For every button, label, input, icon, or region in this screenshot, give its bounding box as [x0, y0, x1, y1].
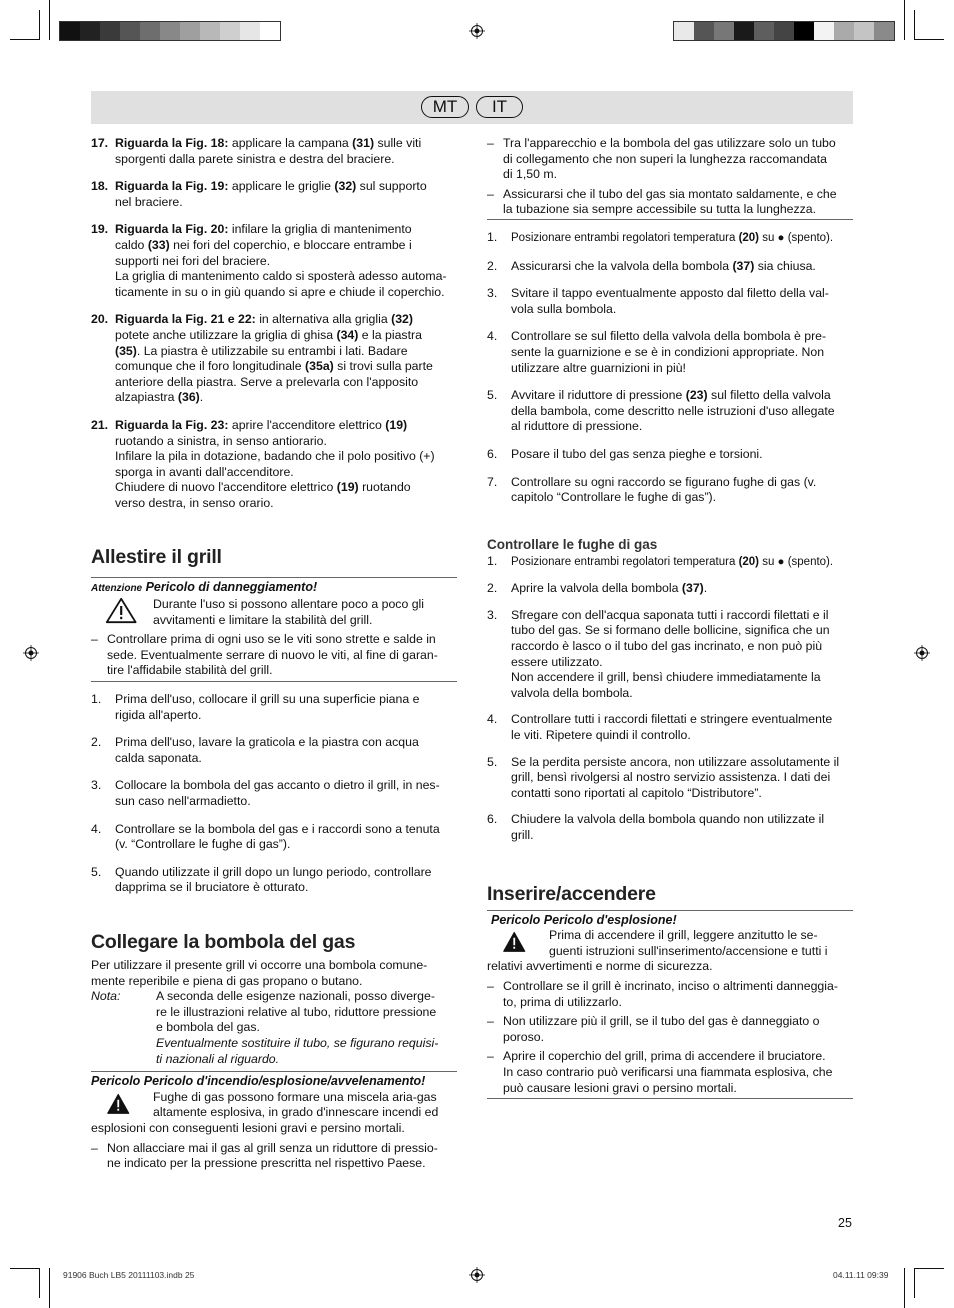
warning-instructions: [487, 979, 853, 1096]
color-bar-left: [59, 21, 281, 41]
color-swatch: [874, 22, 894, 40]
page-number: 25: [838, 1216, 852, 1230]
crop-mark: [39, 1268, 40, 1298]
section-title-setup: Allestire il grill: [91, 546, 222, 569]
crop-mark: [914, 39, 944, 40]
section-title-ignite: Inserire/accendere: [487, 882, 656, 905]
step-item: 6. Posare il tubo del gas senza pieghe e torsioni.: [487, 446, 763, 461]
step-item: 3. Collocare la bombola del gas accanto o dietro il grill, in nes- sun caso nell'armadietto.: [91, 778, 440, 808]
registration-mark-icon: [469, 23, 485, 39]
crop-mark: [49, 1268, 50, 1308]
warning-text: Durante l'uso si possono allentare poco a poco gli avvitamenti e limitare la stabilità del grill.: [153, 597, 424, 627]
warning-filled-icon: [503, 930, 533, 956]
color-swatch: [80, 22, 100, 40]
crop-mark: [914, 10, 915, 40]
color-swatch: [674, 22, 694, 40]
warning-instruction: – Controllare prima di ogni uso se le viti sono strette e salde in sede. Eventualmente serrare di nuovo le viti, al fine di garan- tire l'affidabile stabilità del grill.: [91, 632, 438, 678]
step-item: 2. Prima dell'uso, lavare la graticola e la piastra con acqua calda saponata.: [91, 735, 419, 765]
left-column: [91, 136, 457, 1174]
crop-mark: [39, 10, 40, 40]
note: Nota: A seconda delle esigenze nazionali, posso diverge- re le illustrazioni relative al tubo, riduttore pressione e bombola del gas. Eventualmente sostituire il tubo, se figurano requisi- ti nazionali al riguardo.: [91, 989, 439, 1066]
color-swatch: [200, 22, 220, 40]
crop-mark: [914, 1268, 915, 1298]
color-swatch: [180, 22, 200, 40]
color-swatch: [694, 22, 714, 40]
step-item: 1. Prima dell'uso, collocare il grill su una superficie piana e rigida all'aperto.: [91, 692, 420, 722]
warning-box-gas: [91, 1071, 457, 1174]
color-swatch: [734, 22, 754, 40]
crop-mark: [904, 0, 905, 40]
step-item: 4. Controllare se la bombola del gas e i raccordi sono a tenuta (v. “Controllare le fughe di gas”).: [91, 821, 440, 852]
dash-item: – Controllare se il grill è incrinato, inciso o altrimenti danneggia- to, prima di utilizzarlo.: [487, 978, 838, 1009]
warning-filled-icon: [107, 1092, 137, 1118]
language-header-band: [91, 91, 853, 124]
step-item: 7. Controllare su ogni raccordo se figurano fughe di gas (v. capitolo “Controllare le fughe di gas”).: [487, 474, 817, 505]
color-swatch: [774, 22, 794, 40]
section-title-leak: Controllare le fughe di gas: [487, 536, 658, 552]
color-swatch: [240, 22, 260, 40]
footer-file-info: 91906 Buch LB5 20111103.indb 25: [63, 1270, 195, 1280]
crop-mark: [10, 1268, 40, 1269]
step-item: 20. Riguarda la Fig. 21 e 22: in alternativa alla griglia (32) potete anche utilizzare la griglia di ghisa (34) e la piastra (35). La piastra è utilizzabile su entrambi i lati. Badare comunque che il foro longitudinale (35a) si trovi sulla parte anteriore della piastra. Serve a prelevarla con l'apposito alzapiastra (36).: [91, 312, 433, 405]
step-item: 4. Controllare se sul filetto della valvola della bombola è pre- sente la guarnizione e se è in condizioni appropriate. Non utilizzare altre guarnizioni in più!: [487, 329, 827, 375]
warning-outline-icon: [105, 597, 141, 624]
step-item: 21. Riguarda la Fig. 23: aprire l'accenditore elettrico (19) ruotando a sinistra, in senso antiorario. Infilare la pila in dotazione, badando che il polo positivo (+) sporga in avanti dall'accenditore. Chiudere di nuovo l'accenditore elettrico (19) ruotando verso destra, in senso orario.: [91, 417, 435, 510]
warning-text-full: relativi avvertimenti e norme di sicurezza.: [487, 959, 713, 974]
color-swatch: [140, 22, 160, 40]
section-title-gas: Collegare la bombola del gas: [91, 930, 356, 953]
color-swatch: [754, 22, 774, 40]
step-item: 19. Riguarda la Fig. 20: infilare la griglia di mantenimento caldo (33) nei fori del coperchio, e bloccare entrambe i supporti nei fori del braciere. La griglia di mantenimento caldo si sposterà adesso automa- ticamente in su o in giù quando si apre e chiude il coperchio.: [91, 222, 447, 299]
crop-mark: [49, 0, 50, 40]
warning-text: Fughe di gas possono formare una miscela aria-gas altamente esplosiva, in grado d'innescare incendi ed: [153, 1089, 439, 1120]
step-item: 2. Assicurarsi che la valvola della bombola (37) sia chiusa.: [487, 258, 816, 273]
color-swatch: [260, 22, 280, 40]
registration-mark-icon: [469, 1267, 485, 1283]
crop-mark: [904, 1268, 905, 1308]
step-item: 5. Avvitare il riduttore di pressione (23) sul filetto della valvola della bambola, come descritto nelle istruzioni d'uso allegate al riduttore di pressione.: [487, 388, 835, 434]
warning-label: Attenzione Pericolo di danneggiamento!: [91, 580, 318, 595]
color-swatch: [160, 22, 180, 40]
step-item: 3. Sfregare con dell'acqua saponata tutti i raccordi filettati e il tubo del gas. Se si formano delle bollicine, significa che un raccordo è lasco o il tubo del gas incrinato, e non può più essere utilizzato. Non accendere il grill, bensì chiudere immediatamente la valvola della bombola.: [487, 607, 830, 700]
footer-timestamp: 04.11.11 09:39: [833, 1270, 889, 1280]
right-column: [487, 136, 853, 1099]
lang-tab-mt[interactable]: MT: [421, 96, 469, 118]
step-item: 1. Posizionare entrambi regolatori temperatura (20) su ● (spento).: [487, 229, 834, 244]
lang-tab-it[interactable]: IT: [476, 96, 523, 118]
color-bar-right: [673, 21, 895, 41]
color-swatch: [100, 22, 120, 40]
warning-label: Pericolo Pericolo d'incendio/esplosione/avvelenamento!: [91, 1074, 426, 1089]
crop-mark: [914, 1268, 944, 1269]
dash-item: – Non utilizzare più il grill, se il tubo del gas è danneggiato o poroso.: [487, 1014, 820, 1044]
warning-box-damage: [91, 577, 457, 682]
warning-box-explosion: [487, 910, 853, 1100]
color-swatch: [120, 22, 140, 40]
warning-label: Pericolo Pericolo d'esplosione!: [491, 912, 677, 927]
color-swatch: [834, 22, 854, 40]
setup-steps: [91, 692, 457, 896]
step-item: 1. Posizionare entrambi regolatori temperatura (20) su ● (spento).: [487, 553, 834, 568]
gas-hose-notes: [487, 136, 853, 220]
connect-steps: [487, 230, 853, 506]
dash-item: – Aprire il coperchio del grill, prima di accendere il bruciatore. In caso contrario può verificarsi una fiammata esplosiva, che può causare lesioni gravi o persino mortali.: [487, 1049, 833, 1095]
color-swatch: [794, 22, 814, 40]
color-swatch: [220, 22, 240, 40]
warning-text: Prima di accendere il grill, leggere anzitutto le se- guenti istruzioni sull'inserimento/accensione e tutti i: [549, 928, 828, 958]
step-item: 18. Riguarda la Fig. 19: applicare le griglie (32) sul supporto nel braciere.: [91, 179, 427, 209]
dash-item: – Assicurarsi che il tubo del gas sia montato saldamente, e che la tubazione sia sempre accessibile su tutta la lunghezza.: [487, 186, 837, 217]
assembly-steps: [91, 136, 457, 511]
warning-text-full: esplosioni con conseguenti lesioni gravi e persino mortali.: [91, 1120, 405, 1135]
step-item: 5. Quando utilizzate il grill dopo un lungo periodo, controllare dapprima se il bruciatore è otturato.: [91, 864, 432, 895]
color-swatch: [814, 22, 834, 40]
warning-instruction: – Non allacciare mai il gas al grill senza un riduttore di pressio- ne indicato per la pressione prescritta nel rispettivo Paese.: [91, 1140, 438, 1171]
step-item: 5. Se la perdita persiste ancora, non utilizzare assolutamente il grill, bensì rivolgersi al nostro servizio assistenza. I dati dei contatti sono riportati al capitolo “Distributore”.: [487, 754, 840, 800]
color-swatch: [714, 22, 734, 40]
step-item: 17. Riguarda la Fig. 18: applicare la campana (31) sulle viti sporgenti dalla parete sinistra e destra del braciere.: [91, 136, 422, 166]
crop-mark: [10, 39, 40, 40]
step-item: 3. Svitare il tappo eventualmente apposto dal filetto della val- vola sulla bombola.: [487, 286, 829, 316]
gas-intro: Per utilizzare il presente grill vi occorre una bombola comune- mente reperibile e piena di gas propano o butano.: [91, 957, 428, 988]
step-item: 2. Aprire la valvola della bombola (37).: [487, 581, 708, 596]
color-swatch: [60, 22, 80, 40]
color-swatch: [854, 22, 874, 40]
dash-item: – Tra l'apparecchio e la bombola del gas utilizzare solo un tubo di collegamento che non superi la lunghezza raccomandata di 1,50 m.: [487, 136, 836, 182]
step-item: 6. Chiudere la valvola della bombola quando non utilizzate il grill.: [487, 812, 825, 842]
step-item: 4. Controllare tutti i raccordi filettati e stringere eventualmente le viti. Ripetere quindi il controllo.: [487, 712, 833, 743]
registration-mark-icon: [914, 645, 930, 661]
registration-mark-icon: [23, 645, 39, 661]
leak-check-steps: [487, 554, 853, 844]
